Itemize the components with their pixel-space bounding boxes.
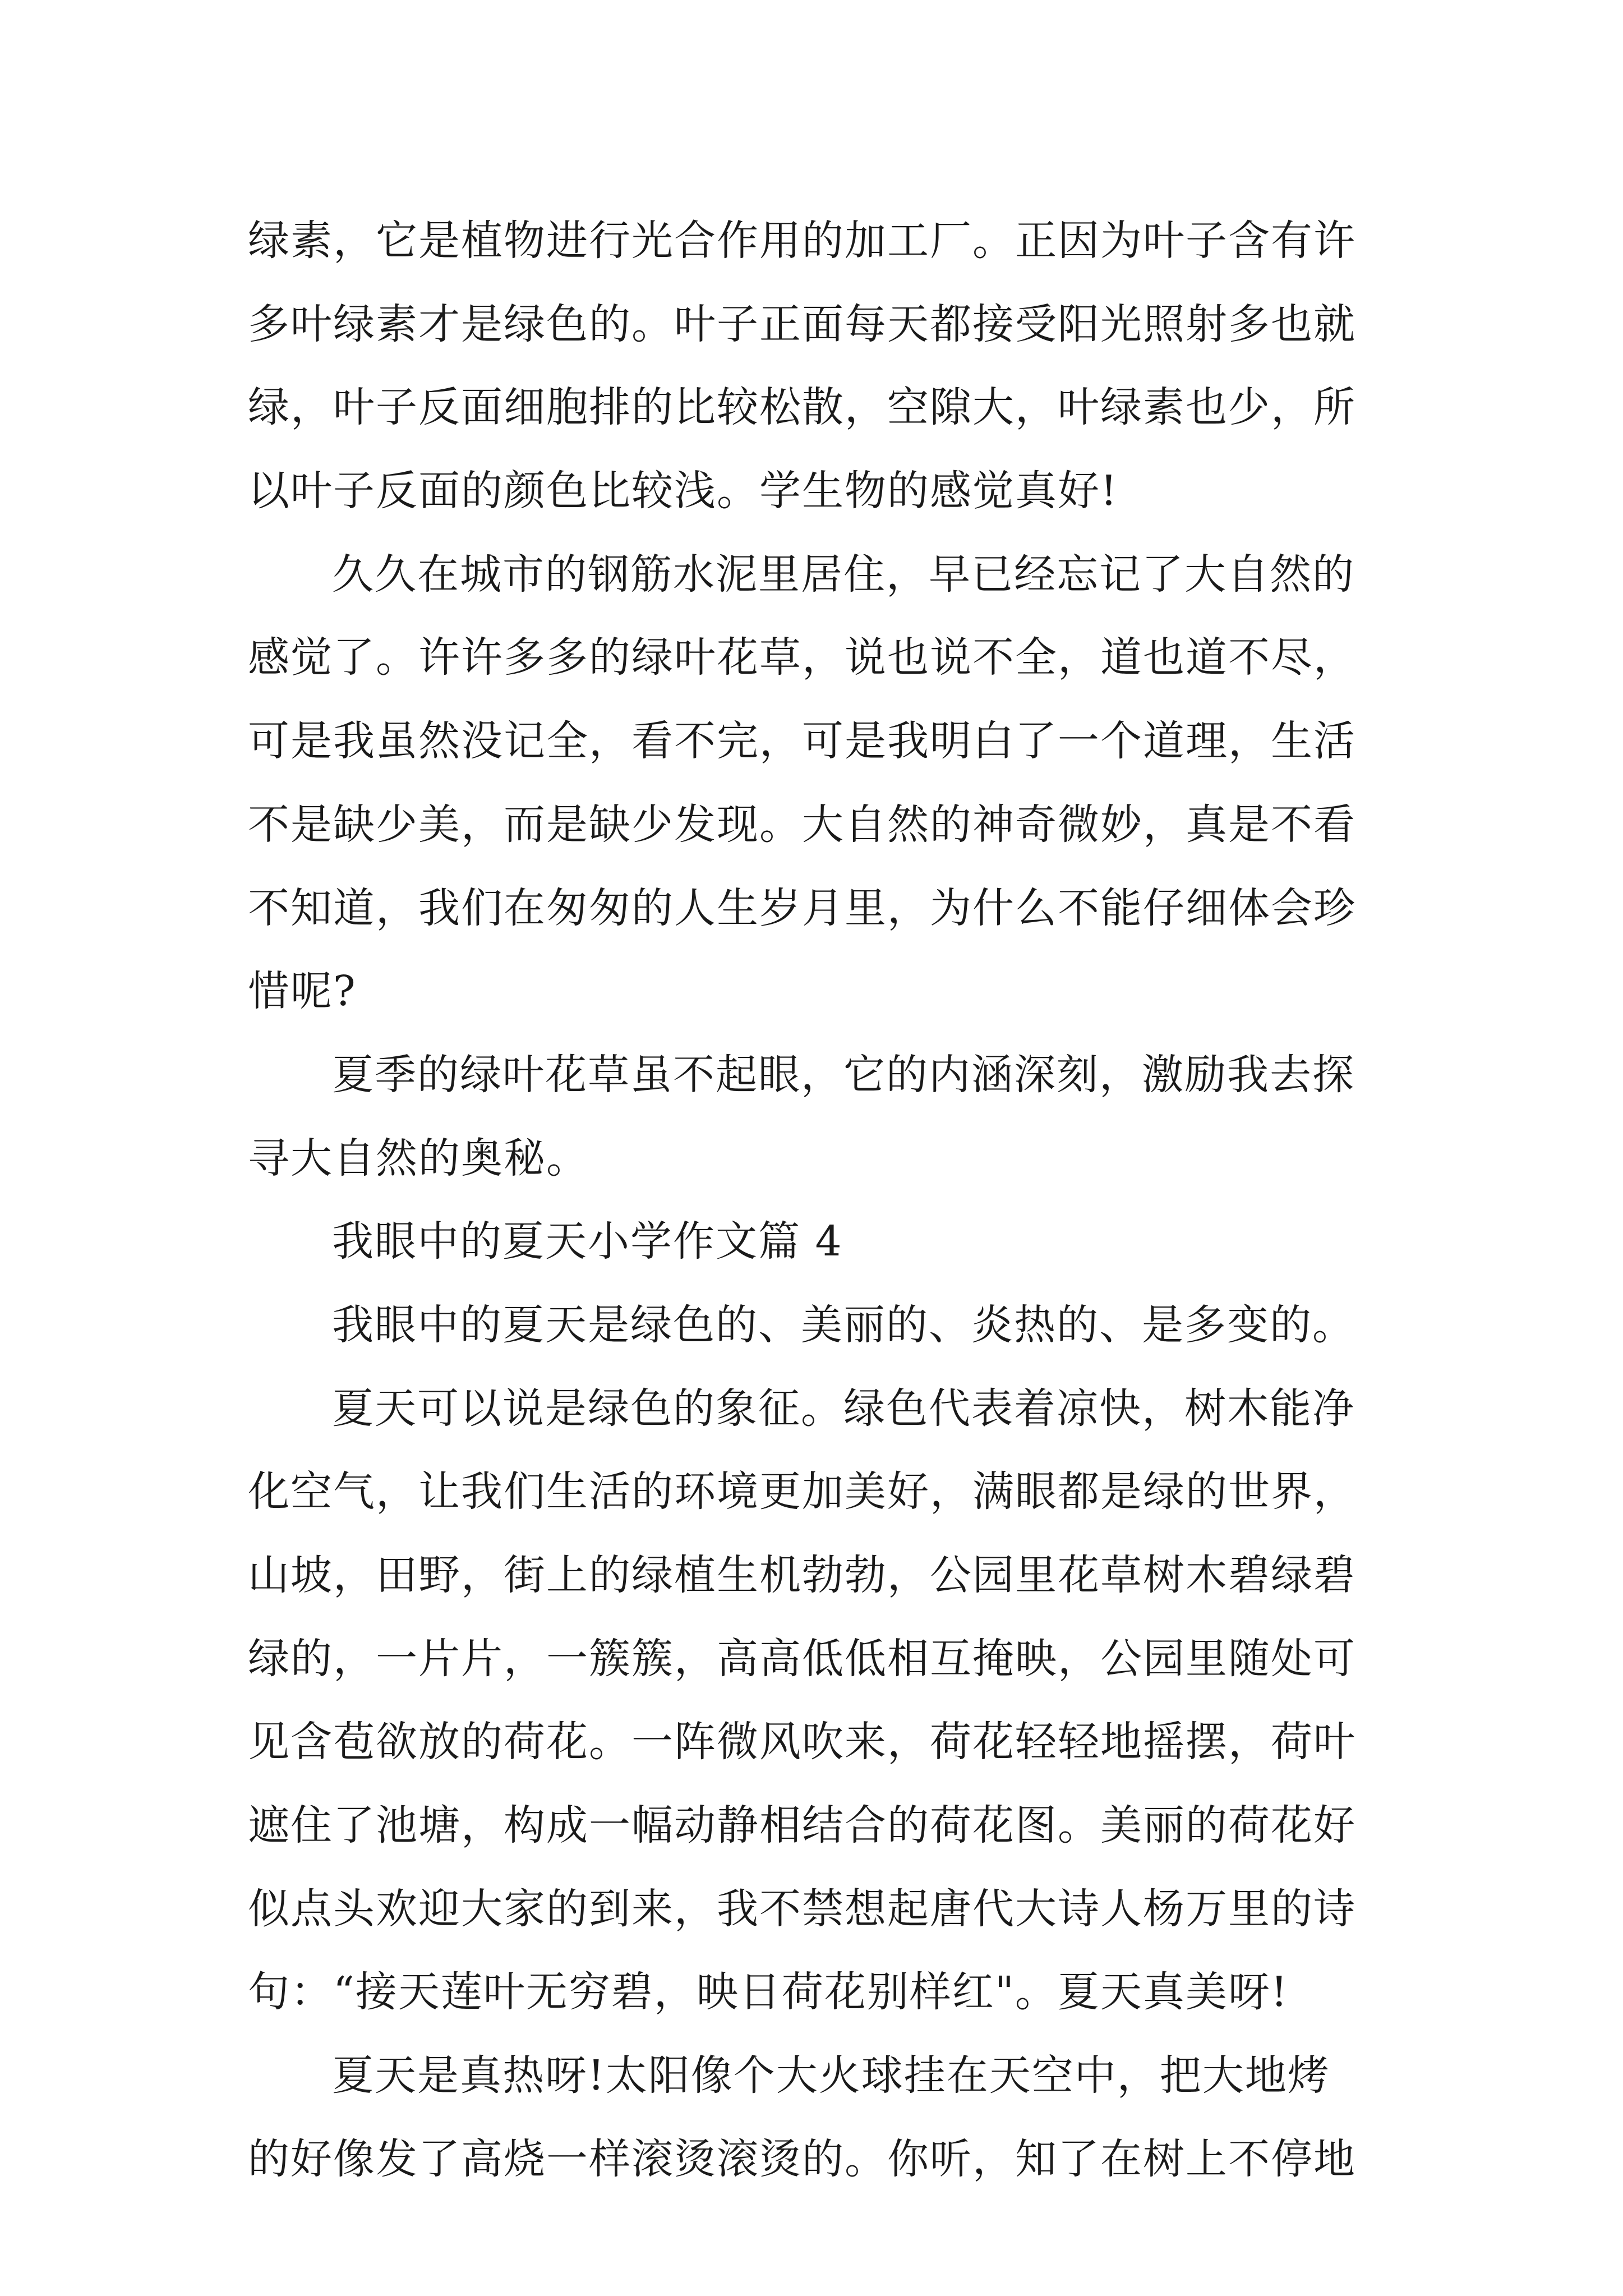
text-line: 见含苞欲放的荷花。一阵微风吹来，荷花轻轻地摇摆，荷叶 bbox=[248, 1718, 1356, 1766]
text-line: 的好像发了高烧一样滚烫滚烫的。你听，知了在树上不停地 bbox=[248, 2134, 1356, 2183]
text-line: 感觉了。许许多多的绿叶花草，说也说不全，道也道不尽， bbox=[248, 633, 1356, 682]
document-body bbox=[248, 199, 1392, 2201]
text-line: 句：“接天莲叶无穷碧，映日荷花别样红"。夏天真美呀! bbox=[248, 1968, 1289, 2017]
text-line: 久久在城市的钢筋水泥里居住，早已经忘记了大自然的 bbox=[332, 550, 1355, 599]
text-line: 多叶绿素才是绿色的。叶子正面每天都接受阳光照射多也就 bbox=[248, 300, 1356, 348]
text-line: 绿，叶子反面细胞排的比较松散，空隙大，叶绿素也少，所 bbox=[248, 383, 1356, 432]
text-line: 我眼中的夏天小学作文篇 4 bbox=[332, 1217, 843, 1266]
text-line: 似点头欢迎大家的到来，我不禁想起唐代大诗人杨万里的诗 bbox=[248, 1884, 1356, 1933]
text-line: 可是我虽然没记全，看不完，可是我明白了一个道理，生活 bbox=[248, 717, 1356, 766]
text-line: 夏天可以说是绿色的象征。绿色代表着凉快，树木能净 bbox=[332, 1384, 1355, 1433]
text-line: 惜呢? bbox=[248, 967, 357, 1016]
text-line: 不是缺少美，而是缺少发现。大自然的神奇微妙，真是不看 bbox=[248, 800, 1356, 849]
text-line: 不知道，我们在匆匆的人生岁月里，为什么不能仔细体会珍 bbox=[248, 884, 1356, 932]
text-line: 绿素，它是植物进行光合作用的加工厂。正因为叶子含有许 bbox=[248, 217, 1356, 265]
text-line: 我眼中的夏天是绿色的、美丽的、炎热的、是多变的。 bbox=[332, 1300, 1355, 1349]
text-line: 夏季的绿叶花草虽不起眼，它的内涵深刻，激励我去探 bbox=[332, 1050, 1355, 1099]
text-line: 绿的，一片片，一簇簇，高高低低相互掩映，公园里随处可 bbox=[248, 1634, 1356, 1683]
text-line: 寻大自然的奥秘。 bbox=[248, 1134, 589, 1182]
text-line: 以叶子反面的颜色比较浅。学生物的感觉真好! bbox=[248, 467, 1118, 516]
text-line: 山坡，田野，街上的绿植生机勃勃，公园里花草树木碧绿碧 bbox=[248, 1551, 1356, 1599]
text-line: 夏天是真热呀!太阳像个大火球挂在天空中，把大地烤 bbox=[332, 2051, 1330, 2100]
text-line: 遮住了池塘，构成一幅动静相结合的荷花图。美丽的荷花好 bbox=[248, 1801, 1356, 1850]
text-line: 化空气，让我们生活的环境更加美好，满眼都是绿的世界， bbox=[248, 1467, 1356, 1516]
